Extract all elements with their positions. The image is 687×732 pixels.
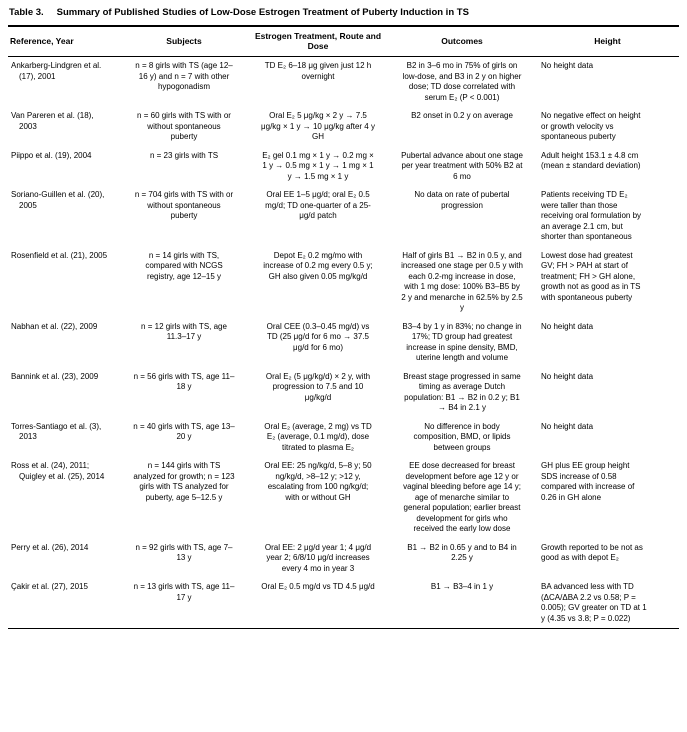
cell-outcomes: Breast stage progressed in same timing as average Dutch population: B1 → B2 in 0.2 y; B1 → B4 in 2.1 y [403, 371, 521, 413]
cell-subjects: n = 56 girls with TS, age 11–18 y [133, 371, 235, 392]
cell-reference-year: Ankarberg-Lindgren et al. (17), 2001 [11, 61, 102, 81]
cell-reference-year: Torres-Santiago et al. (3), 2013 [11, 421, 102, 442]
study-row [8, 57, 679, 108]
table-caption: Summary of Published Studies of Low-Dose Estrogen Treatment of Puberty Induction in TS [56, 7, 469, 18]
cell-outcomes: Pubertal advance about one stage per year treatment with 50% B2 at 6 mo [401, 150, 523, 181]
table-body [8, 57, 679, 629]
cell-outcomes: B3–4 by 1 y in 83%; no change in 17%; TD group had greatest increase in spine density, BMD, uterine length and volume [402, 321, 522, 363]
cell-reference-year: Bannink et al. (23), 2009 [11, 371, 99, 381]
study-row [8, 147, 679, 187]
cell-reference-year: Van Pareren et al. (18), 2003 [11, 111, 94, 131]
study-row [8, 368, 679, 418]
cell-subjects: n = 92 girls with TS, age 7–13 y [135, 542, 233, 563]
cell-subjects: n = 12 girls with TS, age 11.3–17 y [141, 321, 227, 342]
cell-height: Adult height 153.1 ± 4.8 cm (mean ± standard deviation) [541, 150, 641, 171]
cell-height: No height data [541, 421, 594, 431]
cell-reference-year: Ross et al. (24), 2011; Quigley et al. (25), 2014 [11, 461, 105, 481]
cell-treatment: Oral EE: 2 μg/d year 1; 4 μg/d year 2; 6/8/10 μg/d increases every 4 mo in year 3 [264, 542, 372, 573]
study-row [8, 107, 679, 147]
cell-height: BA advanced less with TD (ΔCA/ΔBA 2.2 vs 0.58; P = 0.005); GV greater on TD at 1 y (4.35 vs 3.8; P = 0.022) [541, 582, 647, 623]
cell-outcomes: B2 onset in 0.2 y on average [411, 111, 513, 121]
table-number-label: Table 3. [9, 7, 44, 18]
cell-subjects: n = 23 girls with TS [149, 150, 219, 160]
cell-reference-year: Soriano-Guillen et al. (20), 2005 [11, 190, 105, 210]
cell-outcomes: No difference in body composition, BMD, or lipids between groups [413, 421, 511, 452]
cell-reference-year: Rosenfield et al. (21), 2005 [11, 250, 108, 260]
cell-subjects: n = 13 girls with TS, age 11–17 y [133, 582, 235, 602]
cell-height: No negative effect on height or growth velocity vs spontaneous puberty [541, 111, 641, 142]
cell-height: Patients receiving TD E₂ were taller than those receiving oral formulation by an average 2.1 cm, but shorter than spontaneous [541, 190, 642, 242]
cell-treatment: E₂ gel 0.1 mg × 1 y → 0.2 mg × 1 y → 0.5 mg × 1 y → 1 mg × 1 y → 1.5 mg × 1 y [262, 150, 374, 181]
col-header-height: Height [536, 26, 679, 57]
study-row [8, 318, 679, 368]
cell-reference-year: Nabhan et al. (22), 2009 [11, 321, 98, 331]
cell-treatment: Oral CEE (0.3–0.45 mg/d) vs TD (25 μg/d for 6 mo → 37.5 μg/d for 6 mo) [266, 321, 370, 352]
cell-subjects: n = 704 girls with TS with or without spontaneous puberty [134, 190, 234, 221]
cell-treatment: Depot E₂ 0.2 mg/mo with increase of 0.2 mg every 0.5 y; GH also given 0.05 mg/kg/d [263, 250, 373, 281]
cell-height: GH plus EE group height SDS increase of 0.58 compared with increase of 0.26 in GH alone [541, 461, 635, 502]
cell-subjects: n = 8 girls with TS (age 12–16 y) and n = 7 with other hypogonadism [135, 61, 233, 92]
cell-outcomes: B2 in 3–6 mo in 75% of girls on low-dose, and B3 in 2 y on higher dose; TD dose correlated with serum E₂ (P < 0.001) [402, 61, 522, 102]
cell-height: Growth reported to be not as good as with depot E₂ [541, 542, 643, 563]
table-head [8, 26, 679, 57]
cell-outcomes: No data on rate of pubertal progression [414, 190, 510, 210]
col-header-subjects: Subjects [120, 26, 248, 57]
cell-reference-year: Perry et al. (26), 2014 [11, 542, 89, 552]
cell-treatment: Oral E₂ 5 μg/kg × 2 y → 7.5 μg/kg × 1 y → 10 μg/kg after 4 y GH [261, 111, 375, 142]
cell-height: Lowest dose had greatest GV; FH > PAH at start of treatment; FH > GH alone, growth not as good as in TS with spontaneous puberty [541, 250, 641, 302]
cell-outcomes: B1 → B3–4 in 1 y [430, 582, 494, 592]
cell-subjects: n = 60 girls with TS with or without spontaneous puberty [137, 111, 231, 142]
cell-outcomes: EE dose decreased for breast development before age 12 y or vaginal bleeding before age 14 y; age of menarche similar to general population; earlier breast development for girls who received the early low dose [403, 461, 521, 534]
cell-height: No height data [541, 61, 594, 71]
col-header-reference-year: Reference, Year [8, 26, 120, 57]
cell-subjects: n = 14 girls with TS, compared with NCGS registry, age 12–15 y [145, 250, 223, 281]
cell-subjects: n = 40 girls with TS, age 13–20 y [133, 421, 235, 442]
study-row [8, 247, 679, 318]
cell-reference-year: Çakir et al. (27), 2015 [11, 582, 88, 592]
cell-height: No height data [541, 371, 594, 381]
study-row [8, 578, 679, 629]
col-header-outcomes: Outcomes [388, 26, 536, 57]
study-row [8, 457, 679, 539]
cell-subjects: n = 144 girls with TS analyzed for growth; n = 123 girls with TS analyzed for puberty, age 5–12.5 y [133, 461, 235, 502]
study-row [8, 418, 679, 458]
study-row [8, 539, 679, 579]
cell-treatment: TD E₂ 6–18 μg given just 12 h overnight [264, 61, 372, 81]
cell-treatment: Oral E₂ 0.5 mg/d vs TD 4.5 μg/d [261, 582, 375, 592]
cell-outcomes: B1 → B2 in 0.65 y and to B4 in 2.25 y [407, 542, 517, 563]
cell-height: No height data [541, 321, 594, 331]
header-row [8, 26, 679, 57]
cell-treatment: Oral EE: 25 ng/kg/d, 5–8 y; 50 ng/kg/d, >8–12 y; >12 y, escalating from 100 ng/kg/d; with or without GH [264, 461, 372, 502]
cell-outcomes: Half of girls B1 → B2 in 0.5 y, and increased one stage per 0.5 y with each 0.2-mg increase in dose, with 1 mg dose: 100% B3–B5 by 2 y and menarche in 62.5% by 2.5 y [401, 250, 523, 313]
cell-reference-year: Piippo et al. (19), 2004 [11, 150, 92, 160]
study-row [8, 186, 679, 247]
cell-treatment: Oral E₂ (average, 2 mg) vs TD E₂ (average, 0.1 mg/d), dose titrated to plasma E₂ [264, 421, 372, 452]
cell-treatment: Oral EE 1–5 μg/d; oral E₂ 0.5 mg/d; TD one-quarter of a 25-μg/d patch [265, 190, 371, 221]
cell-treatment: Oral E₂ (5 μg/kg/d) × 2 y, with progression to 7.5 and 10 μg/kg/d [265, 371, 371, 402]
col-header-estrogen-treatment: Estrogen Treatment, Route and Dose [248, 26, 388, 57]
table-title [8, 5, 679, 25]
studies-table [8, 25, 679, 629]
